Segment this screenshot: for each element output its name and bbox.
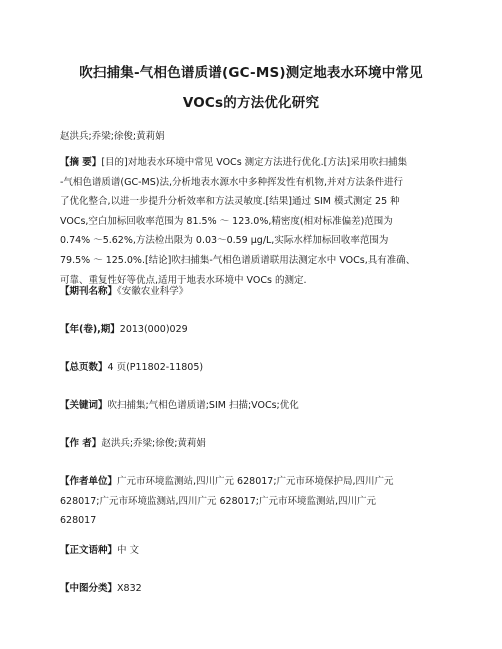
abstract-line-5: 0.74% ～5.62%,方法检出限为 0.03～0.59 μg/L,实际水样加标回收率范围为 [60,235,389,247]
classification-label: 【中图分类】 [60,583,118,594]
journal-field [60,282,440,302]
classification-value: X832 [117,583,142,594]
abstract-text: [目的]对地表水环境中常见 VOCs 测定方法进行优化.[方法]采用吹扫捕集 [101,157,408,168]
keywords-field [60,396,440,416]
keywords-label: 【关键词】 [60,400,108,411]
journal-label: 【期刊名称】 [60,286,118,297]
authors-label: 【作 者】 [60,438,102,449]
affiliation-line-3: 628017 [60,515,97,527]
title-line-2: VOCs的方法优化研究 [182,95,320,111]
issue-value: 2013(000)029 [119,324,188,335]
journal-value: 《安徽农业科学》 [117,286,189,297]
abstract-line-1 [60,153,440,173]
affiliation-label: 【作者单位】 [60,476,118,487]
authors-value: 赵洪兵;乔梁;徐俊;黄莉娟 [101,438,206,449]
abstract-line-4: VOCs,空白加标回收率范围为 81.5% ～ 123.0%,精密度(相对标准偏差)范围为 [60,215,393,227]
language-value: 中 文 [117,545,140,556]
language-label: 【正文语种】 [60,545,118,556]
authors-field [60,434,440,454]
issue-label: 【年(卷),期】 [60,324,120,335]
author-list: 赵洪兵;乔梁;徐俊;黄莉娟 [60,131,165,142]
issue-field [60,320,440,340]
classification-field [60,579,440,599]
abstract-line-6: 79.5% ～ 125.0%.[结论]吹扫捕集-气相色谱质谱联用法测定水中 VOCs,具有准确、 [60,254,416,266]
abstract-section [60,153,440,290]
affiliation-field [60,472,440,531]
abstract-label: 【摘 要】 [60,157,102,168]
abstract-line-3: 了优化整合,以进一步提升分析效率和方法灵敏度.[结果]通过 SIM 模式测定 25 种 [60,196,400,208]
keywords-value: 吹扫捕集;气相色谱质谱;SIM 扫描;VOCs;优化 [107,400,299,411]
title-line-1: 吹扫捕集-气相色谱质谱(GC-MS)测定地表水环境中常见 [79,65,423,81]
affiliation-line-2: 628017;广元市环境监测站,四川广元 628017;广元市环境监测站,四川广元 [60,495,376,507]
pages-label: 【总页数】 [60,362,108,373]
language-field [60,541,440,561]
affiliation-line-1 [60,472,440,492]
affiliation-text: 广元市环境监测站,四川广元 628017;广元市环境保护局,四川广元 [117,476,394,487]
abstract-line-7: 可靠、重复性好等优点,适用于地表水环境中 VOCs 的测定. [60,274,307,286]
pages-value: 4 页(P11802-11805) [107,362,204,373]
abstract-line-2: -气相色谱质谱(GC-MS)法,分析地表水源水中多种挥发性有机物,并对方法条件进行 [60,176,404,188]
pages-field [60,358,440,378]
